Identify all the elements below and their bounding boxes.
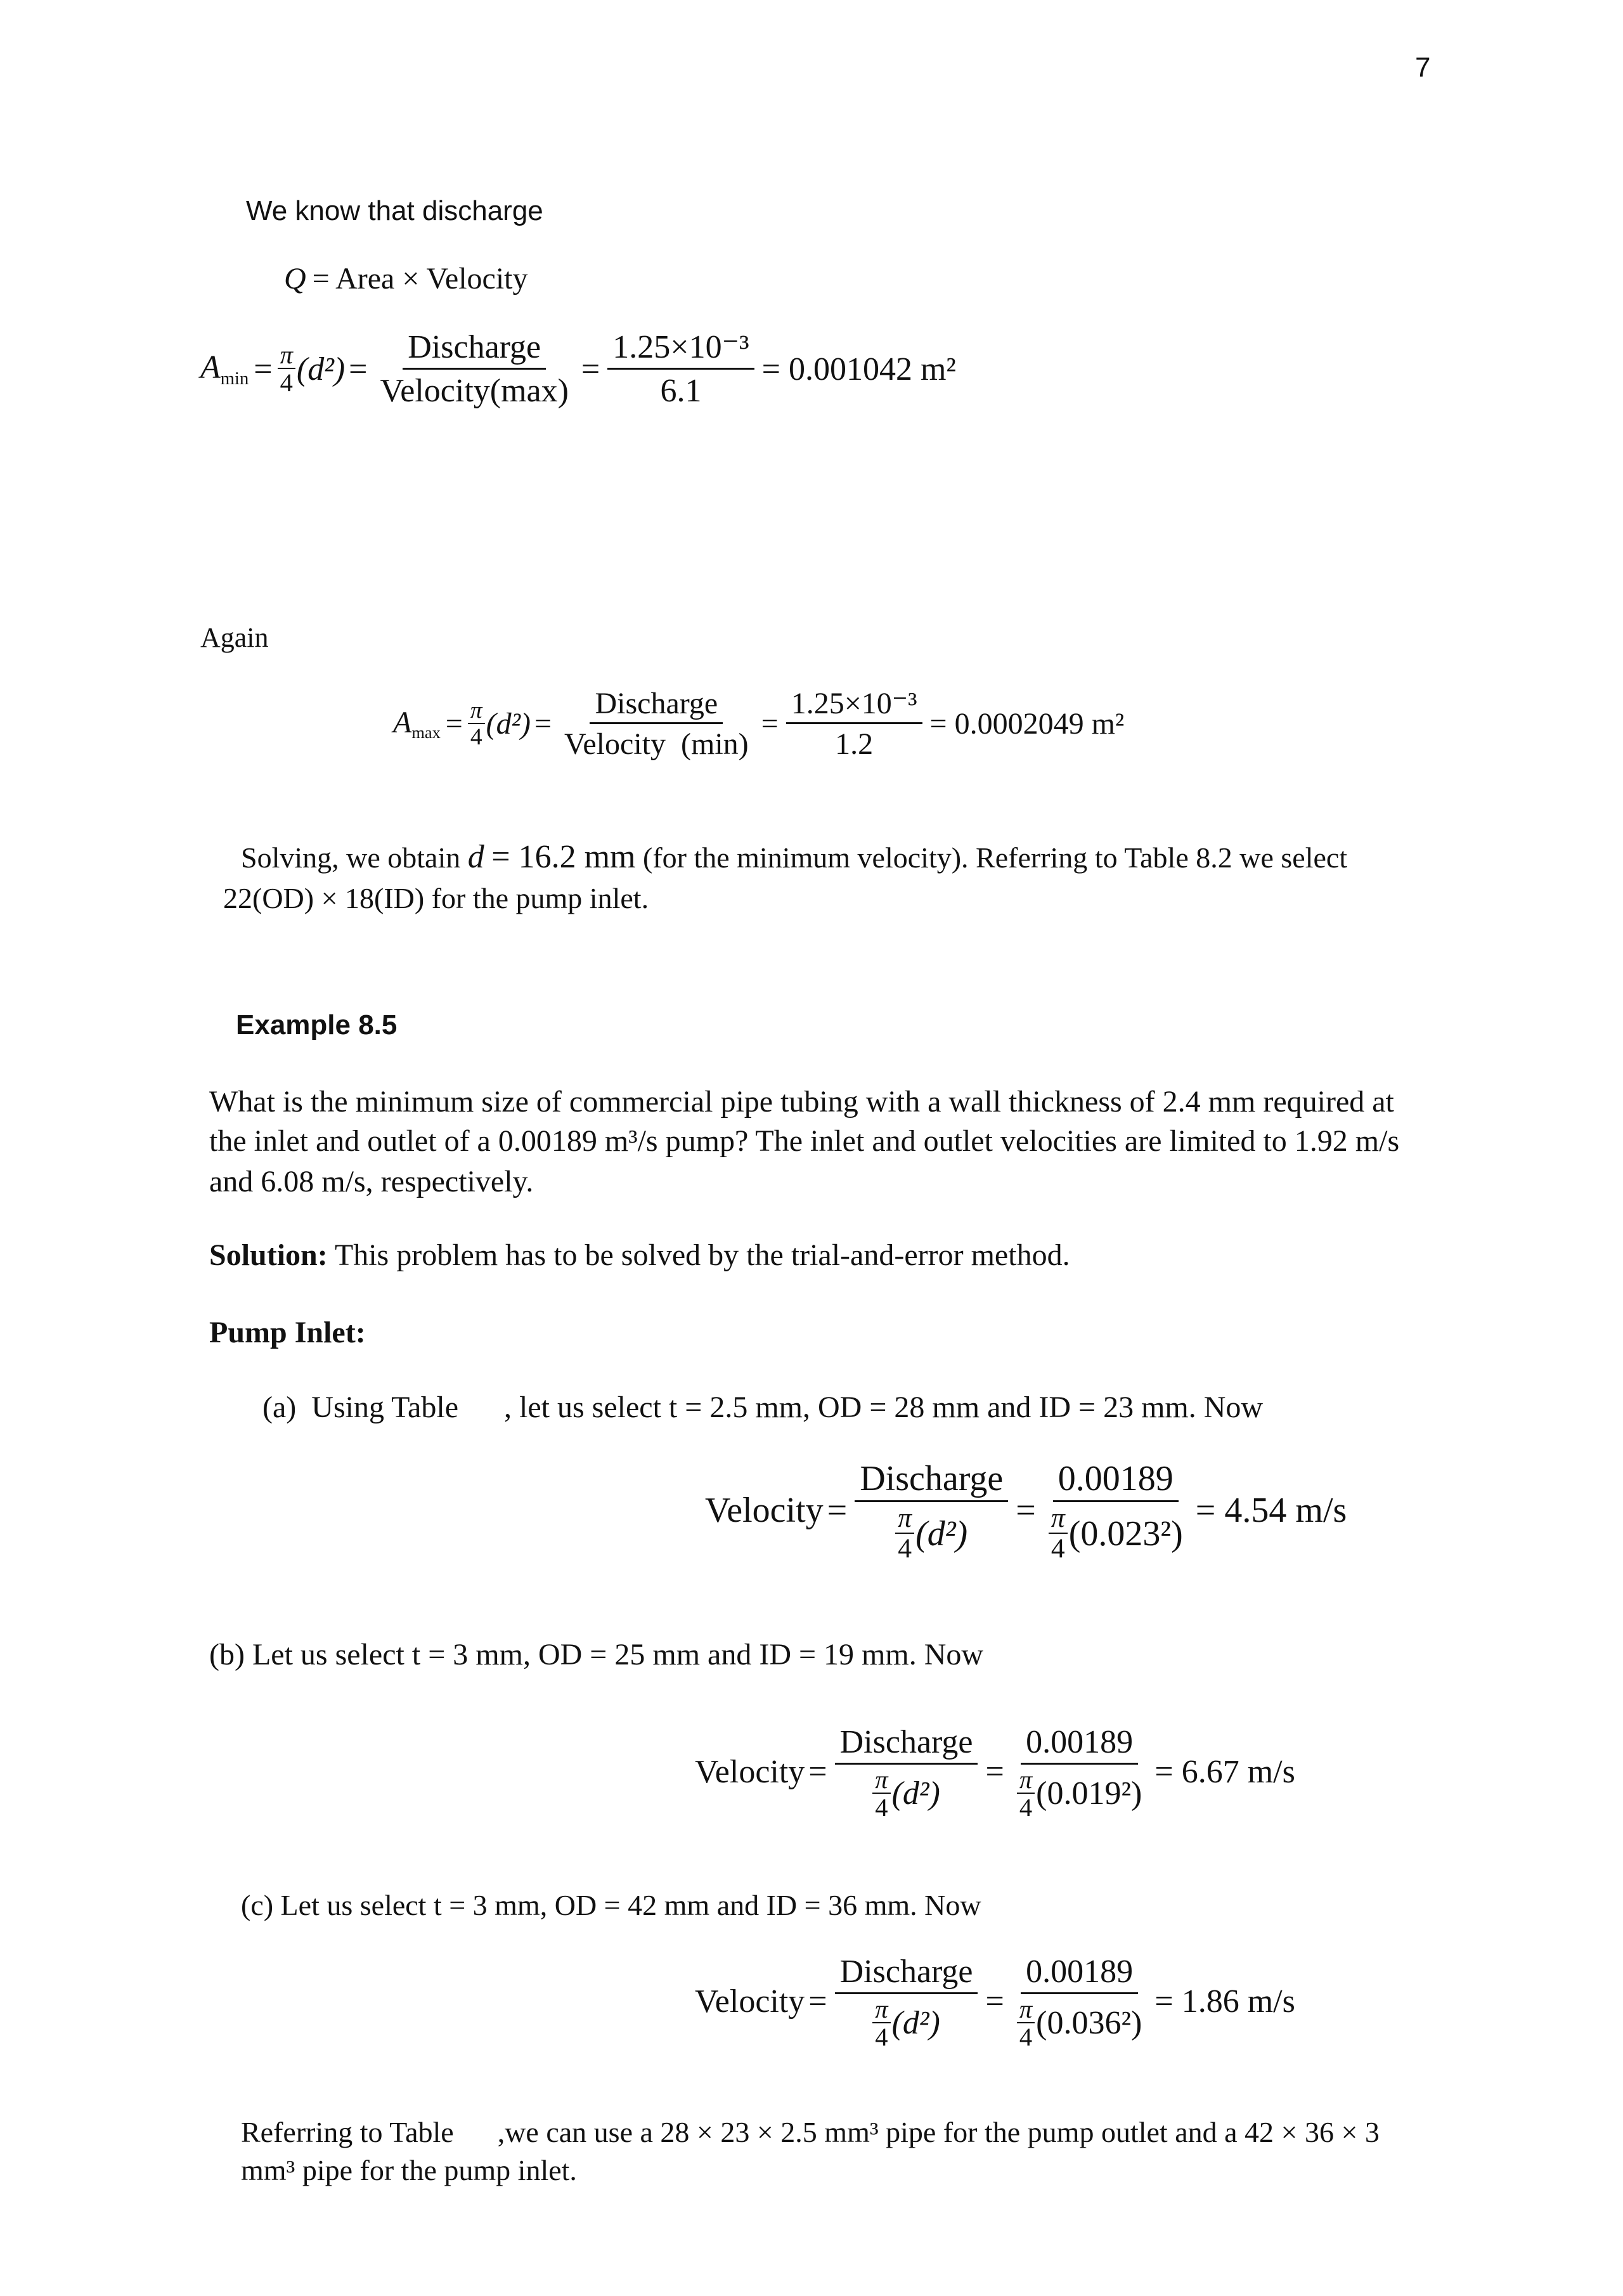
case-b-num2: 0.00189 [1021, 1723, 1138, 1765]
case-c-fraction-2 [1012, 1953, 1148, 2051]
amin-pi-over-4 [278, 342, 295, 396]
question-line-3: and 6.08 m/s, respectively. [209, 1165, 534, 1198]
solving-text-c: (for the minimum velocity). Referring to Table 8.2 we select [643, 841, 1348, 874]
case-c-velocity-label: Velocity [695, 1983, 805, 2020]
case-a-d-term: (d²) [915, 1514, 968, 1553]
four-label: 4 [280, 368, 293, 398]
amax-fraction-1 [559, 686, 754, 762]
case-a-text: (a) Using Table , let us select t = 2.5 mm, OD = 28 mm and ID = 23 mm. Now [262, 1391, 1264, 1424]
case-c-d-term: (d²) [891, 2005, 940, 2042]
amin-num2: 1.25×10⁻³ [607, 328, 754, 370]
equation-case-b: Velocity = Discharge $\frac{\pi}{4}$ (d²) = 0.00189 $\frac{\pi}{4}$ (0.019²) = 6.67 m/s [695, 1724, 1295, 1822]
case-a-fraction-1 [855, 1458, 1008, 1563]
amin-fraction-1 [375, 328, 573, 410]
solution-line [209, 1238, 1070, 1273]
case-b-text: (b) Let us select t = 3 mm, OD = 25 mm and ID = 19 mm. Now [209, 1638, 984, 1671]
case-b-num1: Discharge [835, 1723, 978, 1765]
amin-num1: Discharge [403, 328, 546, 370]
case-c-text: (c) Let us select t = 3 mm, OD = 42 mm and ID = 36 mm. Now [241, 1889, 981, 1921]
case-b-velocity-label: Velocity [695, 1754, 805, 1791]
solving-line-2: 22(OD) × 18(ID) for the pump inlet. [223, 882, 649, 914]
case-c-den1: $\frac{\pi}{4}$ (d²) [867, 1994, 945, 2051]
again-label: Again [200, 622, 269, 653]
amin-den1: Velocity(max) [380, 372, 569, 409]
amin-symbol: A [200, 349, 221, 386]
page-number: 7 [1415, 52, 1431, 83]
amax-symbol: A [393, 706, 412, 740]
amin-subscript: min [220, 369, 249, 389]
amax-den1: Velocity (min) [564, 727, 749, 762]
q-symbol: Q [284, 262, 306, 295]
case-a-den2: $\frac{\pi}{4}$ (0.023²) [1044, 1502, 1188, 1562]
case-b-den1: $\frac{\pi}{4}$ (d²) [867, 1765, 945, 1821]
amax-pi-over-4 [468, 699, 485, 749]
solving-line-1 [241, 838, 1347, 876]
case-b-fraction-1 [835, 1723, 978, 1821]
solution-label: Solution: [209, 1238, 328, 1272]
case-a-num1: Discharge [855, 1458, 1008, 1502]
case-b-result: = 6.67 m/s [1154, 1754, 1295, 1791]
pi-symbol: π [280, 340, 293, 369]
solving-d-symbol: d [467, 839, 484, 875]
equation-case-a: Velocity = Discharge $\frac{\pi}{4}$ (d²) = 0.00189 $\frac{\pi}{4}$ (0.023²) = 4.54 m/s [705, 1459, 1347, 1564]
example-title: Example 8.5 [236, 1009, 398, 1041]
case-b-d-term: (d²) [891, 1775, 940, 1812]
equation-amax: $A_{max}$ = $\frac{\pi}{4}$ (d²) = $\frac{\text{Discharge}}{\text{Velocity (min)}}$ = $\frac{\text{1.25×10⁻³}}{1.2}$ = 0.0002049 m² [393, 687, 1125, 762]
case-a-fraction-2 [1044, 1458, 1188, 1563]
case-a-den-value: (0.023²) [1068, 1514, 1183, 1553]
conclusion-line-1: Referring to Table ,we can use a 28 × 23 × 2.5 mm³ pipe for the pump outlet and a 42 × 36 × 3 [241, 2116, 1380, 2148]
case-c-den-value: (0.036²) [1036, 2005, 1142, 2042]
intro-text: We know that discharge [246, 195, 543, 226]
case-c-den2: $\frac{\pi}{4}$ (0.036²) [1012, 1994, 1148, 2051]
amin-d-term: (d²) [296, 351, 346, 387]
question-line-1: What is the minimum size of commercial pipe tubing with a wall thickness of 2.4 mm required at [209, 1085, 1394, 1119]
amax-d-term: (d²) [486, 707, 531, 741]
pi-symbol: π [470, 697, 482, 724]
case-c-fraction-1 [835, 1953, 978, 2051]
case-c-result: = 1.86 m/s [1154, 1983, 1295, 2020]
amax-subscript: max [411, 723, 441, 743]
case-b-fraction-2 [1012, 1723, 1148, 1821]
case-b-den2: $\frac{\pi}{4}$ (0.019²) [1012, 1765, 1148, 1821]
amin-result: = 0.001042 m² [761, 351, 956, 387]
case-c-num1: Discharge [835, 1953, 978, 1994]
amax-fraction-2 [786, 686, 922, 762]
amin-den2: 6.1 [660, 372, 702, 409]
amax-num1: Discharge [590, 686, 723, 724]
amin-fraction-2 [607, 328, 754, 410]
case-a-result: = 4.54 m/s [1195, 1491, 1347, 1531]
solving-text-a: Solving, we obtain [241, 841, 461, 874]
case-b-den-value: (0.019²) [1036, 1775, 1142, 1812]
equation-case-c: Velocity = Discharge $\frac{\pi}{4}$ (d²) = 0.00189 $\frac{\pi}{4}$ (0.036²) = 1.86 m/s [695, 1954, 1295, 2052]
equation-amin: $A_{min}$ = $\frac{\pi}{4}$ (d²) = $\frac{\text{Discharge}}{\text{Velocity(max)}}$ = $\frac{\text{1.25×10⁻³}}{6.1}$ = 0.001042 m² [200, 329, 956, 409]
amax-num2: 1.25×10⁻³ [786, 686, 922, 724]
q-rhs: = Area × Velocity [312, 262, 528, 295]
four-label: 4 [470, 723, 482, 750]
case-a-velocity-label: Velocity [705, 1491, 824, 1531]
case-a-num2: 0.00189 [1053, 1458, 1179, 1502]
conclusion-line-2: mm³ pipe for the pump inlet. [241, 2154, 577, 2186]
pump-inlet-heading: Pump Inlet: [209, 1316, 366, 1349]
amax-den2: 1.2 [835, 727, 874, 762]
case-c-num2: 0.00189 [1021, 1953, 1138, 1994]
amax-result: = 0.0002049 m² [929, 707, 1125, 741]
equation-discharge [284, 261, 528, 296]
case-a-den1: $\frac{\pi}{4}$ (d²) [890, 1502, 973, 1562]
solving-value: = 16.2 mm [491, 839, 636, 875]
question-line-2: the inlet and outlet of a 0.00189 m³/s pump? The inlet and outlet velocities are limited to 1.92 m/s [209, 1124, 1400, 1158]
solution-text: This problem has to be solved by the trial-and-error method. [334, 1238, 1070, 1272]
